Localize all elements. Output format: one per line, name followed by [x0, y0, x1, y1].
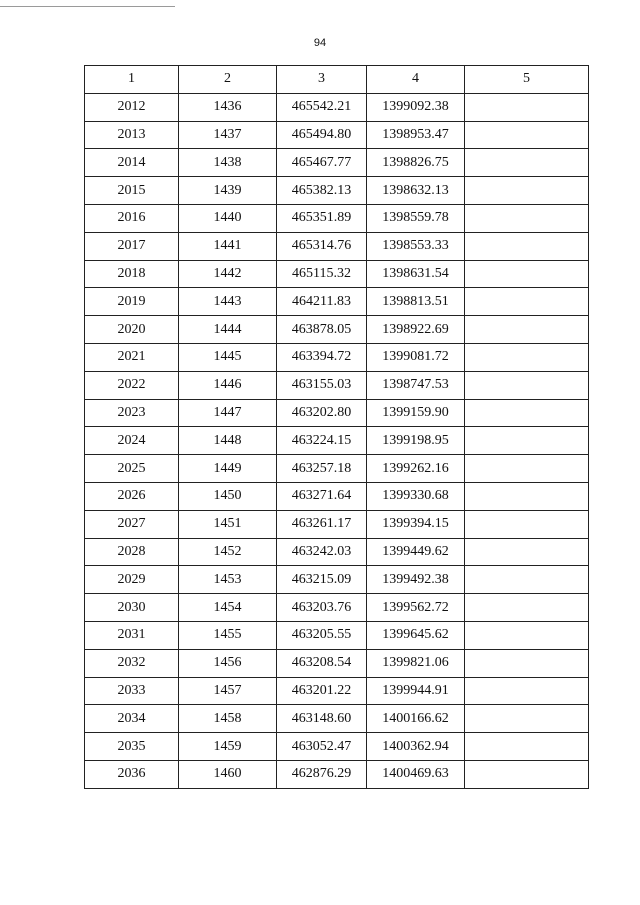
table-body: [85, 93, 589, 788]
cell-point-number: 2029: [85, 566, 179, 594]
cell-y-coordinate: 1399394.15: [367, 510, 465, 538]
cell-y-coordinate: 1398953.47: [367, 121, 465, 149]
cell-x-coordinate: 465382.13: [277, 177, 367, 205]
table-row: [85, 482, 589, 510]
cell-note: [465, 621, 589, 649]
cell-note: [465, 677, 589, 705]
cell-point-number: 2033: [85, 677, 179, 705]
cell-y-coordinate: 1398922.69: [367, 316, 465, 344]
cell-sequence-number: 1444: [179, 316, 277, 344]
cell-x-coordinate: 463257.18: [277, 455, 367, 483]
cell-sequence-number: 1459: [179, 733, 277, 761]
table-row: [85, 538, 589, 566]
cell-x-coordinate: 465467.77: [277, 149, 367, 177]
cell-x-coordinate: 463878.05: [277, 316, 367, 344]
table-row: [85, 705, 589, 733]
cell-sequence-number: 1460: [179, 760, 277, 788]
cell-x-coordinate: 463224.15: [277, 427, 367, 455]
cell-y-coordinate: 1398826.75: [367, 149, 465, 177]
cell-y-coordinate: 1399562.72: [367, 594, 465, 622]
table-row: [85, 93, 589, 121]
cell-note: [465, 343, 589, 371]
table-row: [85, 121, 589, 149]
table-row: [85, 594, 589, 622]
cell-y-coordinate: 1399159.90: [367, 399, 465, 427]
cell-note: [465, 371, 589, 399]
cell-sequence-number: 1437: [179, 121, 277, 149]
cell-note: [465, 149, 589, 177]
scan-edge-line: [0, 6, 175, 7]
cell-y-coordinate: 1399492.38: [367, 566, 465, 594]
cell-y-coordinate: 1399645.62: [367, 621, 465, 649]
cell-point-number: 2020: [85, 316, 179, 344]
cell-sequence-number: 1438: [179, 149, 277, 177]
cell-y-coordinate: 1400166.62: [367, 705, 465, 733]
cell-point-number: 2026: [85, 482, 179, 510]
cell-point-number: 2030: [85, 594, 179, 622]
cell-y-coordinate: 1399262.16: [367, 455, 465, 483]
cell-y-coordinate: 1399449.62: [367, 538, 465, 566]
cell-point-number: 2022: [85, 371, 179, 399]
cell-x-coordinate: 465542.21: [277, 93, 367, 121]
cell-point-number: 2021: [85, 343, 179, 371]
cell-note: [465, 538, 589, 566]
cell-note: [465, 260, 589, 288]
table-row: [85, 566, 589, 594]
cell-note: [465, 316, 589, 344]
table-row: [85, 316, 589, 344]
cell-y-coordinate: 1399081.72: [367, 343, 465, 371]
cell-sequence-number: 1445: [179, 343, 277, 371]
cell-y-coordinate: 1399821.06: [367, 649, 465, 677]
column-header-2: 2: [179, 66, 277, 94]
table-row: [85, 343, 589, 371]
cell-point-number: 2024: [85, 427, 179, 455]
table-row: [85, 232, 589, 260]
coordinates-table: [84, 65, 589, 789]
cell-note: [465, 288, 589, 316]
cell-x-coordinate: 463205.55: [277, 621, 367, 649]
cell-y-coordinate: 1398631.54: [367, 260, 465, 288]
table-row: [85, 149, 589, 177]
cell-sequence-number: 1439: [179, 177, 277, 205]
table-row: [85, 621, 589, 649]
cell-sequence-number: 1451: [179, 510, 277, 538]
cell-point-number: 2025: [85, 455, 179, 483]
cell-note: [465, 649, 589, 677]
cell-y-coordinate: 1398747.53: [367, 371, 465, 399]
cell-y-coordinate: 1400469.63: [367, 760, 465, 788]
cell-point-number: 2023: [85, 399, 179, 427]
cell-note: [465, 121, 589, 149]
column-header-3: 3: [277, 66, 367, 94]
cell-x-coordinate: 463155.03: [277, 371, 367, 399]
cell-x-coordinate: 463242.03: [277, 538, 367, 566]
cell-note: [465, 482, 589, 510]
cell-x-coordinate: 463148.60: [277, 705, 367, 733]
cell-sequence-number: 1449: [179, 455, 277, 483]
table-row: [85, 677, 589, 705]
cell-point-number: 2031: [85, 621, 179, 649]
cell-note: [465, 177, 589, 205]
table-row: [85, 288, 589, 316]
cell-sequence-number: 1443: [179, 288, 277, 316]
cell-x-coordinate: 463271.64: [277, 482, 367, 510]
cell-point-number: 2034: [85, 705, 179, 733]
table-row: [85, 371, 589, 399]
table-row: [85, 455, 589, 483]
cell-sequence-number: 1458: [179, 705, 277, 733]
cell-note: [465, 399, 589, 427]
cell-note: [465, 510, 589, 538]
cell-note: [465, 204, 589, 232]
cell-x-coordinate: 463215.09: [277, 566, 367, 594]
cell-point-number: 2035: [85, 733, 179, 761]
cell-point-number: 2028: [85, 538, 179, 566]
column-header-4: 4: [367, 66, 465, 94]
cell-sequence-number: 1455: [179, 621, 277, 649]
cell-y-coordinate: 1400362.94: [367, 733, 465, 761]
cell-x-coordinate: 463201.22: [277, 677, 367, 705]
cell-sequence-number: 1436: [179, 93, 277, 121]
column-header-1: 1: [85, 66, 179, 94]
table-row: [85, 427, 589, 455]
cell-sequence-number: 1452: [179, 538, 277, 566]
table-row: [85, 204, 589, 232]
cell-note: [465, 566, 589, 594]
cell-y-coordinate: 1399092.38: [367, 93, 465, 121]
cell-x-coordinate: 463208.54: [277, 649, 367, 677]
cell-x-coordinate: 465494.80: [277, 121, 367, 149]
cell-y-coordinate: 1398632.13: [367, 177, 465, 205]
table-row: [85, 177, 589, 205]
cell-sequence-number: 1456: [179, 649, 277, 677]
cell-y-coordinate: 1398813.51: [367, 288, 465, 316]
cell-sequence-number: 1447: [179, 399, 277, 427]
table-row: [85, 760, 589, 788]
cell-x-coordinate: 463202.80: [277, 399, 367, 427]
cell-x-coordinate: 465351.89: [277, 204, 367, 232]
table-row: [85, 733, 589, 761]
cell-x-coordinate: 465314.76: [277, 232, 367, 260]
cell-x-coordinate: 462876.29: [277, 760, 367, 788]
cell-point-number: 2013: [85, 121, 179, 149]
cell-x-coordinate: 465115.32: [277, 260, 367, 288]
cell-sequence-number: 1446: [179, 371, 277, 399]
cell-sequence-number: 1450: [179, 482, 277, 510]
cell-note: [465, 705, 589, 733]
cell-note: [465, 733, 589, 761]
cell-x-coordinate: 463394.72: [277, 343, 367, 371]
cell-sequence-number: 1453: [179, 566, 277, 594]
header-row: [85, 66, 589, 94]
cell-sequence-number: 1454: [179, 594, 277, 622]
cell-point-number: 2036: [85, 760, 179, 788]
cell-sequence-number: 1442: [179, 260, 277, 288]
cell-note: [465, 93, 589, 121]
table-row: [85, 510, 589, 538]
cell-point-number: 2018: [85, 260, 179, 288]
cell-point-number: 2017: [85, 232, 179, 260]
cell-sequence-number: 1457: [179, 677, 277, 705]
cell-point-number: 2032: [85, 649, 179, 677]
page-number: 94: [313, 37, 327, 49]
cell-note: [465, 594, 589, 622]
table-row: [85, 649, 589, 677]
cell-note: [465, 232, 589, 260]
cell-note: [465, 427, 589, 455]
cell-point-number: 2012: [85, 93, 179, 121]
cell-x-coordinate: 463203.76: [277, 594, 367, 622]
cell-sequence-number: 1440: [179, 204, 277, 232]
table-row: [85, 260, 589, 288]
cell-x-coordinate: 464211.83: [277, 288, 367, 316]
cell-sequence-number: 1441: [179, 232, 277, 260]
cell-note: [465, 760, 589, 788]
cell-sequence-number: 1448: [179, 427, 277, 455]
table-row: [85, 399, 589, 427]
cell-y-coordinate: 1399330.68: [367, 482, 465, 510]
cell-point-number: 2016: [85, 204, 179, 232]
cell-note: [465, 455, 589, 483]
cell-y-coordinate: 1398553.33: [367, 232, 465, 260]
cell-point-number: 2014: [85, 149, 179, 177]
cell-y-coordinate: 1398559.78: [367, 204, 465, 232]
cell-y-coordinate: 1399944.91: [367, 677, 465, 705]
cell-x-coordinate: 463261.17: [277, 510, 367, 538]
table-header: [85, 66, 589, 94]
cell-y-coordinate: 1399198.95: [367, 427, 465, 455]
cell-x-coordinate: 463052.47: [277, 733, 367, 761]
cell-point-number: 2015: [85, 177, 179, 205]
cell-point-number: 2027: [85, 510, 179, 538]
cell-point-number: 2019: [85, 288, 179, 316]
column-header-5: 5: [465, 66, 589, 94]
